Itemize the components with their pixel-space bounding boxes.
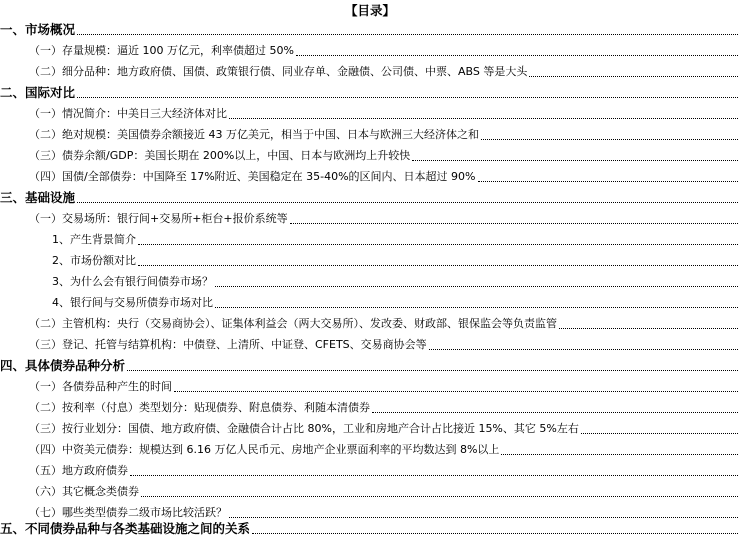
toc-entry[interactable] (0, 20, 738, 40)
toc-entry[interactable] (0, 272, 738, 292)
toc-entry-text: （七）哪些类型债券二级市场比较活跃？ (29, 506, 227, 519)
dot-leader (77, 34, 738, 35)
toc-title: 【目录】 (344, 3, 395, 18)
toc-entry[interactable] (0, 62, 738, 82)
dot-leader (130, 475, 738, 476)
dot-leader (581, 433, 738, 434)
toc-entry[interactable] (0, 377, 738, 397)
toc-entry[interactable] (0, 419, 738, 439)
toc-entry[interactable] (0, 356, 738, 376)
toc-entry[interactable] (0, 335, 738, 355)
toc-entry-text: （二）绝对规模：美国债券余额接近 43 万亿美元，相当于中国、日本与欧洲三大经济体之和 (29, 128, 479, 141)
dot-leader (215, 286, 738, 287)
toc-entry[interactable] (0, 41, 738, 61)
toc-entry-text: （四）国债/全部债券：中国降至 17%附近、美国稳定在 35-40%的区间内、日本超过 90% (29, 170, 476, 183)
toc-entry-text: （二）按利率（付息）类型划分：贴现债券、附息债券、利随本清债券 (29, 401, 370, 414)
toc-entry[interactable] (0, 461, 738, 481)
dot-leader (478, 181, 738, 182)
dot-leader (229, 118, 738, 119)
dot-leader (252, 533, 738, 534)
dot-leader (127, 370, 738, 371)
dot-leader (290, 223, 738, 224)
dot-leader (529, 76, 738, 77)
toc-entry[interactable] (0, 440, 738, 460)
toc-entry-text: 2、市场份额对比 (52, 254, 136, 267)
toc-entry-text: 三、基础设施 (0, 190, 76, 205)
toc-entry[interactable] (0, 188, 738, 208)
toc-entry-text: （六）其它概念类债券 (29, 485, 139, 498)
dot-leader (481, 139, 738, 140)
toc-entry[interactable] (0, 519, 738, 539)
toc-entry-text: （二）细分品种：地方政府债、国债、政策银行债、同业存单、金融债、公司债、中票、ABS 等是大头 (29, 65, 528, 78)
toc-entry[interactable] (0, 125, 738, 145)
dot-leader (77, 202, 738, 203)
toc-entry-text: 一、市场概况 (0, 22, 76, 37)
dot-leader (174, 391, 738, 392)
dot-leader (138, 244, 738, 245)
toc-entry[interactable] (0, 230, 738, 250)
toc-entry-text: （一）交易场所：银行间+交易所+柜台+报价系统等 (29, 212, 288, 225)
toc-entry-text: 1、产生背景简介 (52, 233, 136, 246)
toc-entry-text: （三）按行业划分：国债、地方政府债、金融债合计占比 80%，工业和房地产合计占比接近 15%、其它 5%左右 (29, 422, 579, 435)
toc-entry-text: （五）地方政府债券 (29, 464, 128, 477)
toc-entry[interactable] (0, 398, 738, 418)
toc-entry-text: （一）各债券品种产生的时间 (29, 380, 172, 393)
dot-leader (372, 412, 738, 413)
toc-entry[interactable] (0, 146, 738, 166)
toc-entry[interactable] (0, 314, 738, 334)
toc-entry-text: 五、不同债券品种与各类基础设施之间的关系 (0, 521, 251, 536)
dot-leader (429, 349, 738, 350)
dot-leader (501, 454, 738, 455)
toc-entry-text: （一）情况简介：中美日三大经济体对比 (29, 107, 227, 120)
dot-leader (412, 160, 738, 161)
toc-entry-text: （三）登记、托管与结算机构：中债登、上清所、中证登、CFETS、交易商协会等 (29, 338, 427, 351)
toc-entry[interactable] (0, 167, 738, 187)
dot-leader (215, 307, 738, 308)
toc-entry-text: 二、国际对比 (0, 85, 76, 100)
dot-leader (138, 265, 738, 266)
toc-entry-text: （二）主管机构：央行（交易商协会）、证集体利益会（两大交易所）、发改委、财政部、银保监会等负责监管 (29, 317, 557, 330)
dot-leader (141, 496, 738, 497)
toc-entry[interactable] (0, 104, 738, 124)
toc-entry[interactable] (0, 293, 738, 313)
toc-entry-text: （一）存量规模：逼近 100 万亿元，利率债超过 50% (29, 44, 294, 57)
dot-leader (77, 97, 738, 98)
toc-entry-text: 3、为什么会有银行间债券市场？ (52, 275, 213, 288)
dot-leader (559, 328, 738, 329)
toc-entry[interactable] (0, 482, 738, 502)
toc-entry[interactable] (0, 209, 738, 229)
dot-leader (296, 55, 738, 56)
toc-entry-text: 4、银行间与交易所债券市场对比 (52, 296, 213, 309)
toc-entry[interactable] (0, 251, 738, 271)
dot-leader (229, 517, 738, 518)
toc-entry-text: （四）中资美元债券：规模达到 6.16 万亿人民币元、房地产企业票面利率的平均数达到 8%以上 (29, 443, 500, 456)
toc-entry-text: （三）债券余额/GDP：美国长期在 200%以上，中国、日本与欧洲均上升较快 (29, 149, 411, 162)
toc-entry-text: 四、具体债券品种分析 (0, 358, 126, 373)
toc-entry[interactable] (0, 83, 738, 103)
